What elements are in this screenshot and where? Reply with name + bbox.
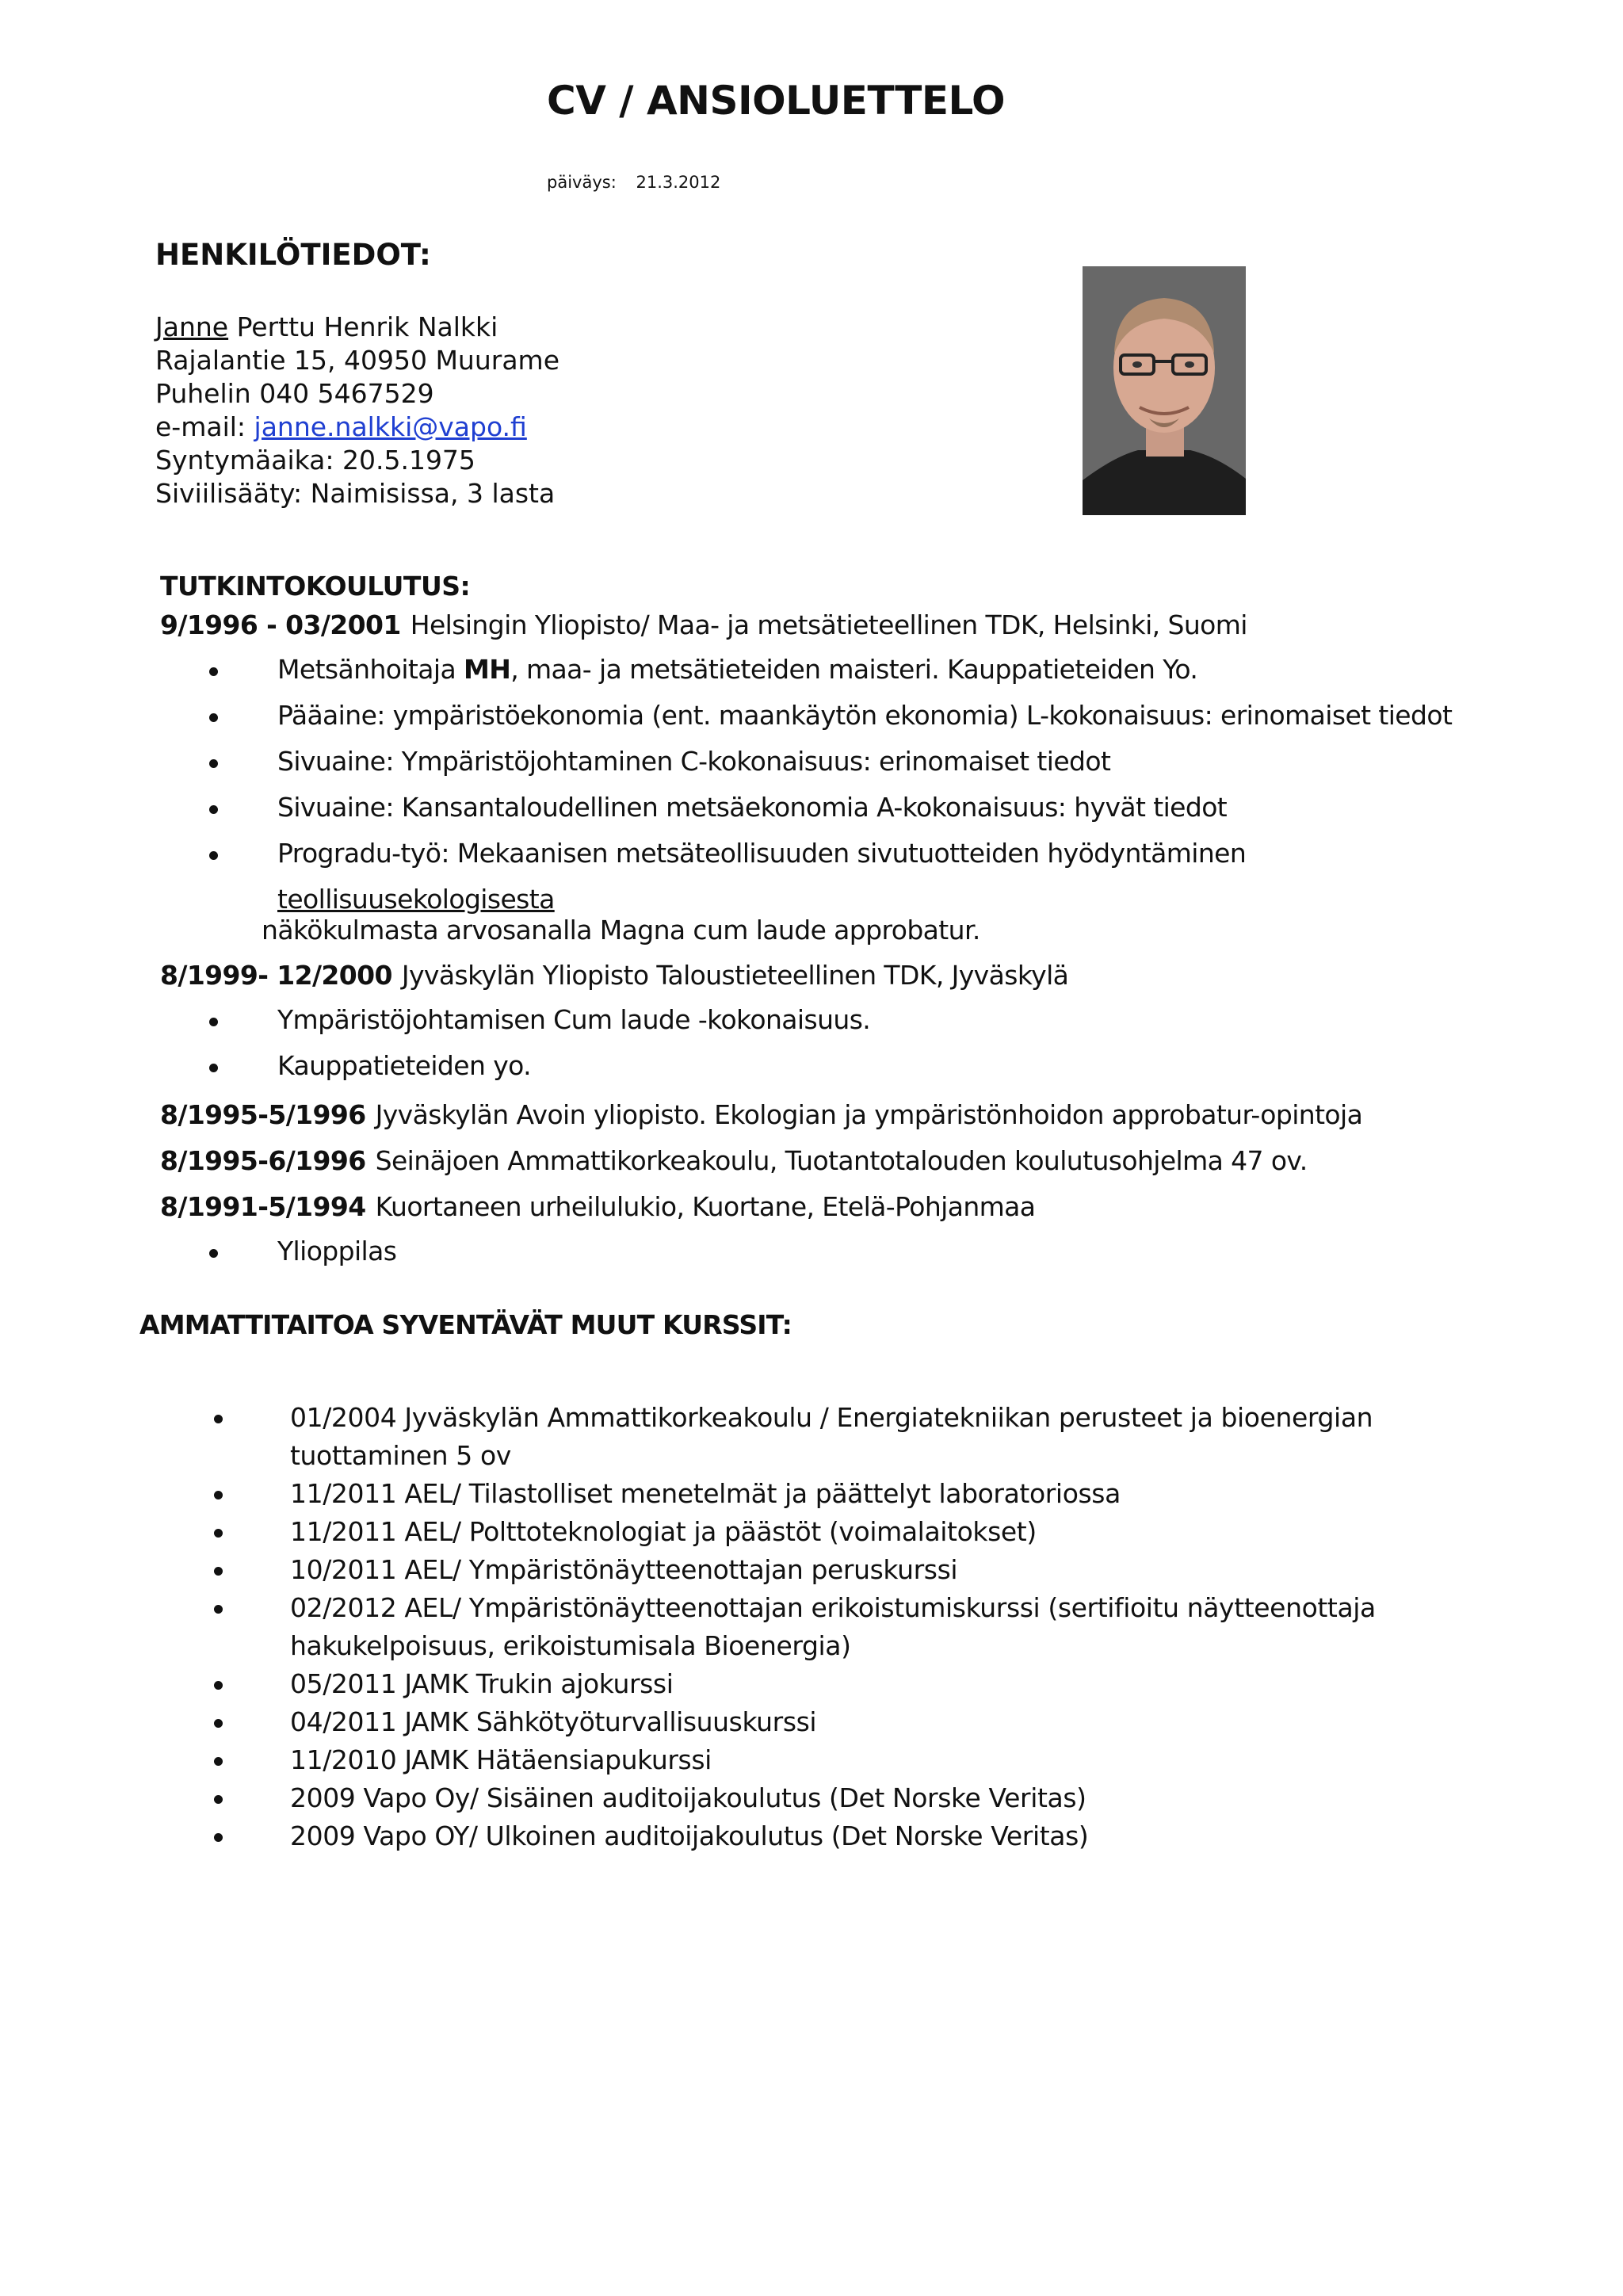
list-item: 01/2004 Jyväskylän Ammattikorkeakoulu / Energiatekniikan perusteet ja bioenergian tuottaminen 5 ov xyxy=(139,1399,1487,1475)
education-heading: TUTKINTOKOULUTUS: xyxy=(160,571,471,602)
entry-period: 8/1991-5/1994 xyxy=(160,1191,366,1222)
education-entry xyxy=(160,1140,1507,1182)
education-bullets xyxy=(160,1228,1507,1274)
entry-period: 8/1999- 12/2000 xyxy=(160,960,392,991)
date-label: päiväys: xyxy=(547,173,617,192)
entry-text: Kuortaneen urheilulukio, Kuortane, Etelä-Pohjanmaa xyxy=(375,1191,1036,1222)
list-item: 11/2011 AEL/ Polttoteknologiat ja päästöt (voimalaitokset) xyxy=(139,1513,1487,1551)
profile-photo xyxy=(1083,266,1246,515)
education-bullets xyxy=(160,997,1507,1089)
email-link[interactable]: janne.nalkki@vapo.fi xyxy=(254,411,527,442)
entry-period: 9/1996 - 03/2001 xyxy=(160,609,401,640)
list-item: Pääaine: ympäristöekonomia (ent. maankäytön ekonomia) L-kokonaisuus: erinomaiset tiedot xyxy=(160,693,1507,739)
courses-list xyxy=(139,1399,1487,1855)
list-item: 11/2010 JAMK Hätäensiapukurssi xyxy=(139,1741,1487,1779)
marital-status: Siviilisääty: Naimisissa, 3 lasta xyxy=(155,478,556,509)
education-section xyxy=(160,604,1507,1274)
courses-section xyxy=(139,1399,1487,1855)
education-entry xyxy=(160,1186,1507,1228)
list-item xyxy=(160,831,1507,945)
list-item: Sivuaine: Ympäristöjohtaminen C-kokonaisuus: erinomaiset tiedot xyxy=(160,739,1507,785)
education-entry xyxy=(160,1094,1507,1137)
list-item: 11/2011 AEL/ Tilastolliset menetelmät ja päättelyt laboratoriossa xyxy=(139,1475,1487,1513)
list-item: Sivuaine: Kansantaloudellinen metsäekonomia A-kokonaisuus: hyvät tiedot xyxy=(160,785,1507,831)
list-item: Metsänhoitaja MH, maa- ja metsätieteiden maisteri. Kauppatieteiden Yo. xyxy=(160,647,1507,693)
entry-text: Seinäjoen Ammattikorkeakoulu, Tuotantotalouden koulutusohjelma 47 ov. xyxy=(375,1145,1308,1176)
list-item: 02/2012 AEL/ Ympäristönäytteenottajan erikoistumiskurssi (sertifioitu näytteenottaja hakukelpoisuus, erikoistumisala Bioenergia) xyxy=(139,1589,1487,1665)
entry-text: Jyväskylän Avoin yliopisto. Ekologian ja ympäristönhoidon approbatur-opintoja xyxy=(375,1099,1363,1130)
list-item: 04/2011 JAMK Sähkötyöturvallisuuskurssi xyxy=(139,1703,1487,1741)
education-bullets xyxy=(160,647,1507,945)
list-item: 10/2011 AEL/ Ympäristönäytteenottajan peruskurssi xyxy=(139,1551,1487,1589)
personal-details xyxy=(155,311,559,510)
list-item: Ylioppilas xyxy=(160,1228,1507,1274)
phone: Puhelin 040 5467529 xyxy=(155,378,434,409)
email-line xyxy=(155,411,559,444)
email-label: e-mail: xyxy=(155,411,254,442)
birth-date: Syntymäaika: 20.5.1975 xyxy=(155,445,475,476)
education-entry xyxy=(160,954,1507,997)
first-name: Janne xyxy=(155,311,229,342)
education-entry xyxy=(160,604,1507,647)
entry-period: 8/1995-5/1996 xyxy=(160,1099,366,1130)
list-item: Kauppatieteiden yo. xyxy=(160,1043,1507,1089)
entry-text: Helsingin Yliopisto/ Maa- ja metsätieteellinen TDK, Helsinki, Suomi xyxy=(410,609,1247,640)
date-value: 21.3.2012 xyxy=(636,173,721,192)
courses-heading: AMMATTITAITOA SYVENTÄVÄT MUUT KURSSIT: xyxy=(139,1309,792,1340)
thesis-continuation: näkökulmasta arvosanalla Magna cum laude approbatur. xyxy=(262,915,980,946)
list-item: Ympäristöjohtamisen Cum laude -kokonaisuus. xyxy=(160,997,1507,1043)
document-date xyxy=(547,173,720,192)
full-name xyxy=(155,311,559,344)
list-item: 2009 Vapo OY/ Ulkoinen auditoijakoulutus (Det Norske Veritas) xyxy=(139,1817,1487,1855)
thesis-underlined: teollisuusekologisesta xyxy=(277,884,555,915)
entry-period: 8/1995-6/1996 xyxy=(160,1145,366,1176)
address: Rajalantie 15, 40950 Muurame xyxy=(155,345,560,376)
entry-text: Jyväskylän Yliopisto Taloustieteellinen TDK, Jyväskylä xyxy=(401,960,1069,991)
personal-heading: HENKILÖTIEDOT: xyxy=(155,238,431,272)
document-title: CV / ANSIOLUETTELO xyxy=(547,78,1006,124)
list-item: 05/2011 JAMK Trukin ajokurssi xyxy=(139,1665,1487,1703)
thesis-text: Progradu-työ: Mekaanisen metsäteollisuuden sivutuotteiden hyödyntäminen xyxy=(277,838,1247,869)
rest-name: Perttu Henrik Nalkki xyxy=(228,311,498,342)
list-item: 2009 Vapo Oy/ Sisäinen auditoijakoulutus (Det Norske Veritas) xyxy=(139,1779,1487,1817)
